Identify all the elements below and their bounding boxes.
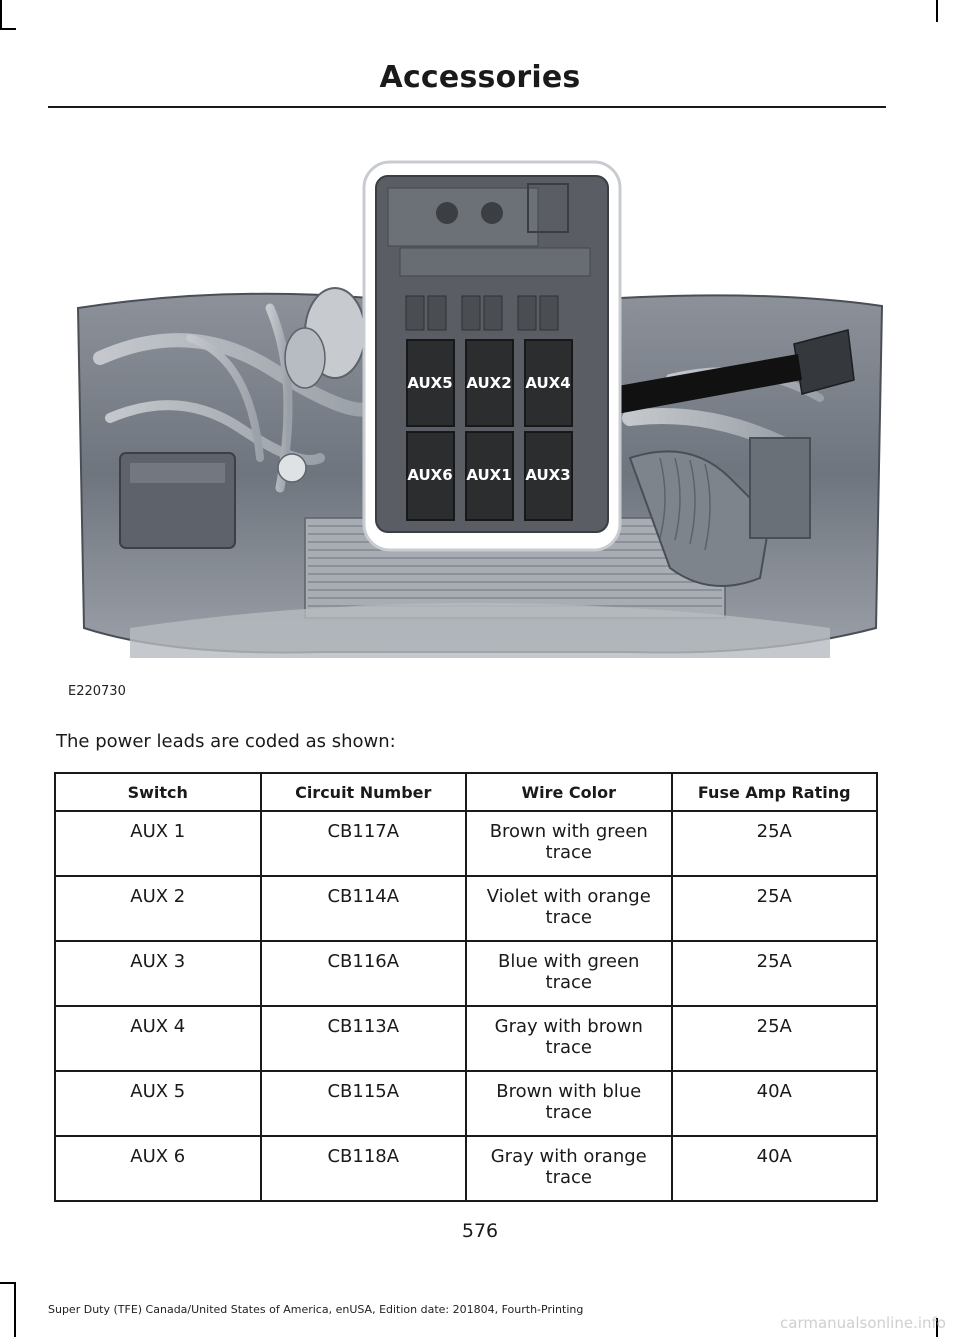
cell-switch: AUX 1 [55, 811, 261, 876]
power-leads-table [54, 772, 878, 1202]
cell-wire-color [466, 941, 672, 1006]
cell-amp: 25A [672, 941, 878, 1006]
wire-line-2: trace [545, 842, 592, 863]
figure-id: E220730 [68, 684, 126, 699]
cell-switch: AUX 3 [55, 941, 261, 1006]
cell-wire-color [466, 811, 672, 876]
page-title: Accessories [379, 60, 581, 95]
table-row [55, 1136, 877, 1201]
cell-switch: AUX 2 [55, 876, 261, 941]
intro-text: The power leads are coded as shown: [56, 731, 396, 752]
footer-edition-text: Super Duty (TFE) Canada/United States of America, enUSA, Edition date: 201804, Fourth-Printing [48, 1303, 584, 1316]
header-divider [48, 106, 886, 108]
engine-compartment-illustration [70, 158, 886, 670]
crop-mark-bottom-left-v [14, 1282, 16, 1337]
table-header-row [55, 773, 877, 811]
cell-circuit: CB114A [261, 876, 467, 941]
cell-wire-color [466, 876, 672, 941]
engine-bay-drawing [70, 158, 886, 670]
watermark: carmanualsonline.info [780, 1314, 946, 1332]
table-row [55, 811, 877, 876]
header-fuse-amp-rating: Fuse Amp Rating [672, 773, 878, 811]
cell-circuit: CB118A [261, 1136, 467, 1201]
wire-line-1: Brown with blue [496, 1081, 642, 1102]
wire-line-1: Blue with green [498, 951, 640, 972]
header-switch: Switch [55, 773, 261, 811]
cell-switch: AUX 6 [55, 1136, 261, 1201]
page-number: 576 [461, 1220, 499, 1242]
wire-line-1: Gray with orange [490, 1146, 647, 1167]
cell-amp: 25A [672, 876, 878, 941]
table-row [55, 876, 877, 941]
wire-line-2: trace [545, 907, 592, 928]
wire-line-2: trace [545, 1102, 592, 1123]
fuse-label-aux5: AUX5 [407, 374, 453, 392]
crop-mark-top-right [936, 0, 938, 22]
cell-switch: AUX 5 [55, 1071, 261, 1136]
cell-amp: 40A [672, 1136, 878, 1201]
table-row [55, 1071, 877, 1136]
cell-amp: 25A [672, 1006, 878, 1071]
wire-line-1: Gray with brown [494, 1016, 643, 1037]
cell-circuit: CB117A [261, 811, 467, 876]
cell-circuit: CB113A [261, 1006, 467, 1071]
cell-wire-color [466, 1071, 672, 1136]
cell-circuit: CB115A [261, 1071, 467, 1136]
cell-amp: 25A [672, 811, 878, 876]
cell-amp: 40A [672, 1071, 878, 1136]
cell-wire-color [466, 1006, 672, 1071]
fuse-label-aux1: AUX1 [466, 466, 512, 484]
wire-line-1: Violet with orange [486, 886, 651, 907]
cell-circuit: CB116A [261, 941, 467, 1006]
wire-line-1: Brown with green [489, 821, 648, 842]
fuse-box-inset [364, 162, 620, 550]
wire-line-2: trace [545, 1167, 592, 1188]
fuse-label-aux6: AUX6 [407, 466, 453, 484]
table-row [55, 1006, 877, 1071]
cell-wire-color [466, 1136, 672, 1201]
table-row [55, 941, 877, 1006]
crop-mark-top-left-h [0, 28, 16, 30]
fuse-label-aux4: AUX4 [525, 374, 571, 392]
fuse-label-aux3: AUX3 [525, 466, 571, 484]
header-circuit-number: Circuit Number [261, 773, 467, 811]
cell-switch: AUX 4 [55, 1006, 261, 1071]
fuse-label-aux2: AUX2 [466, 374, 512, 392]
header-wire-color: Wire Color [466, 773, 672, 811]
crop-mark-top-left [0, 0, 2, 30]
wire-line-2: trace [545, 1037, 592, 1058]
wire-line-2: trace [545, 972, 592, 993]
